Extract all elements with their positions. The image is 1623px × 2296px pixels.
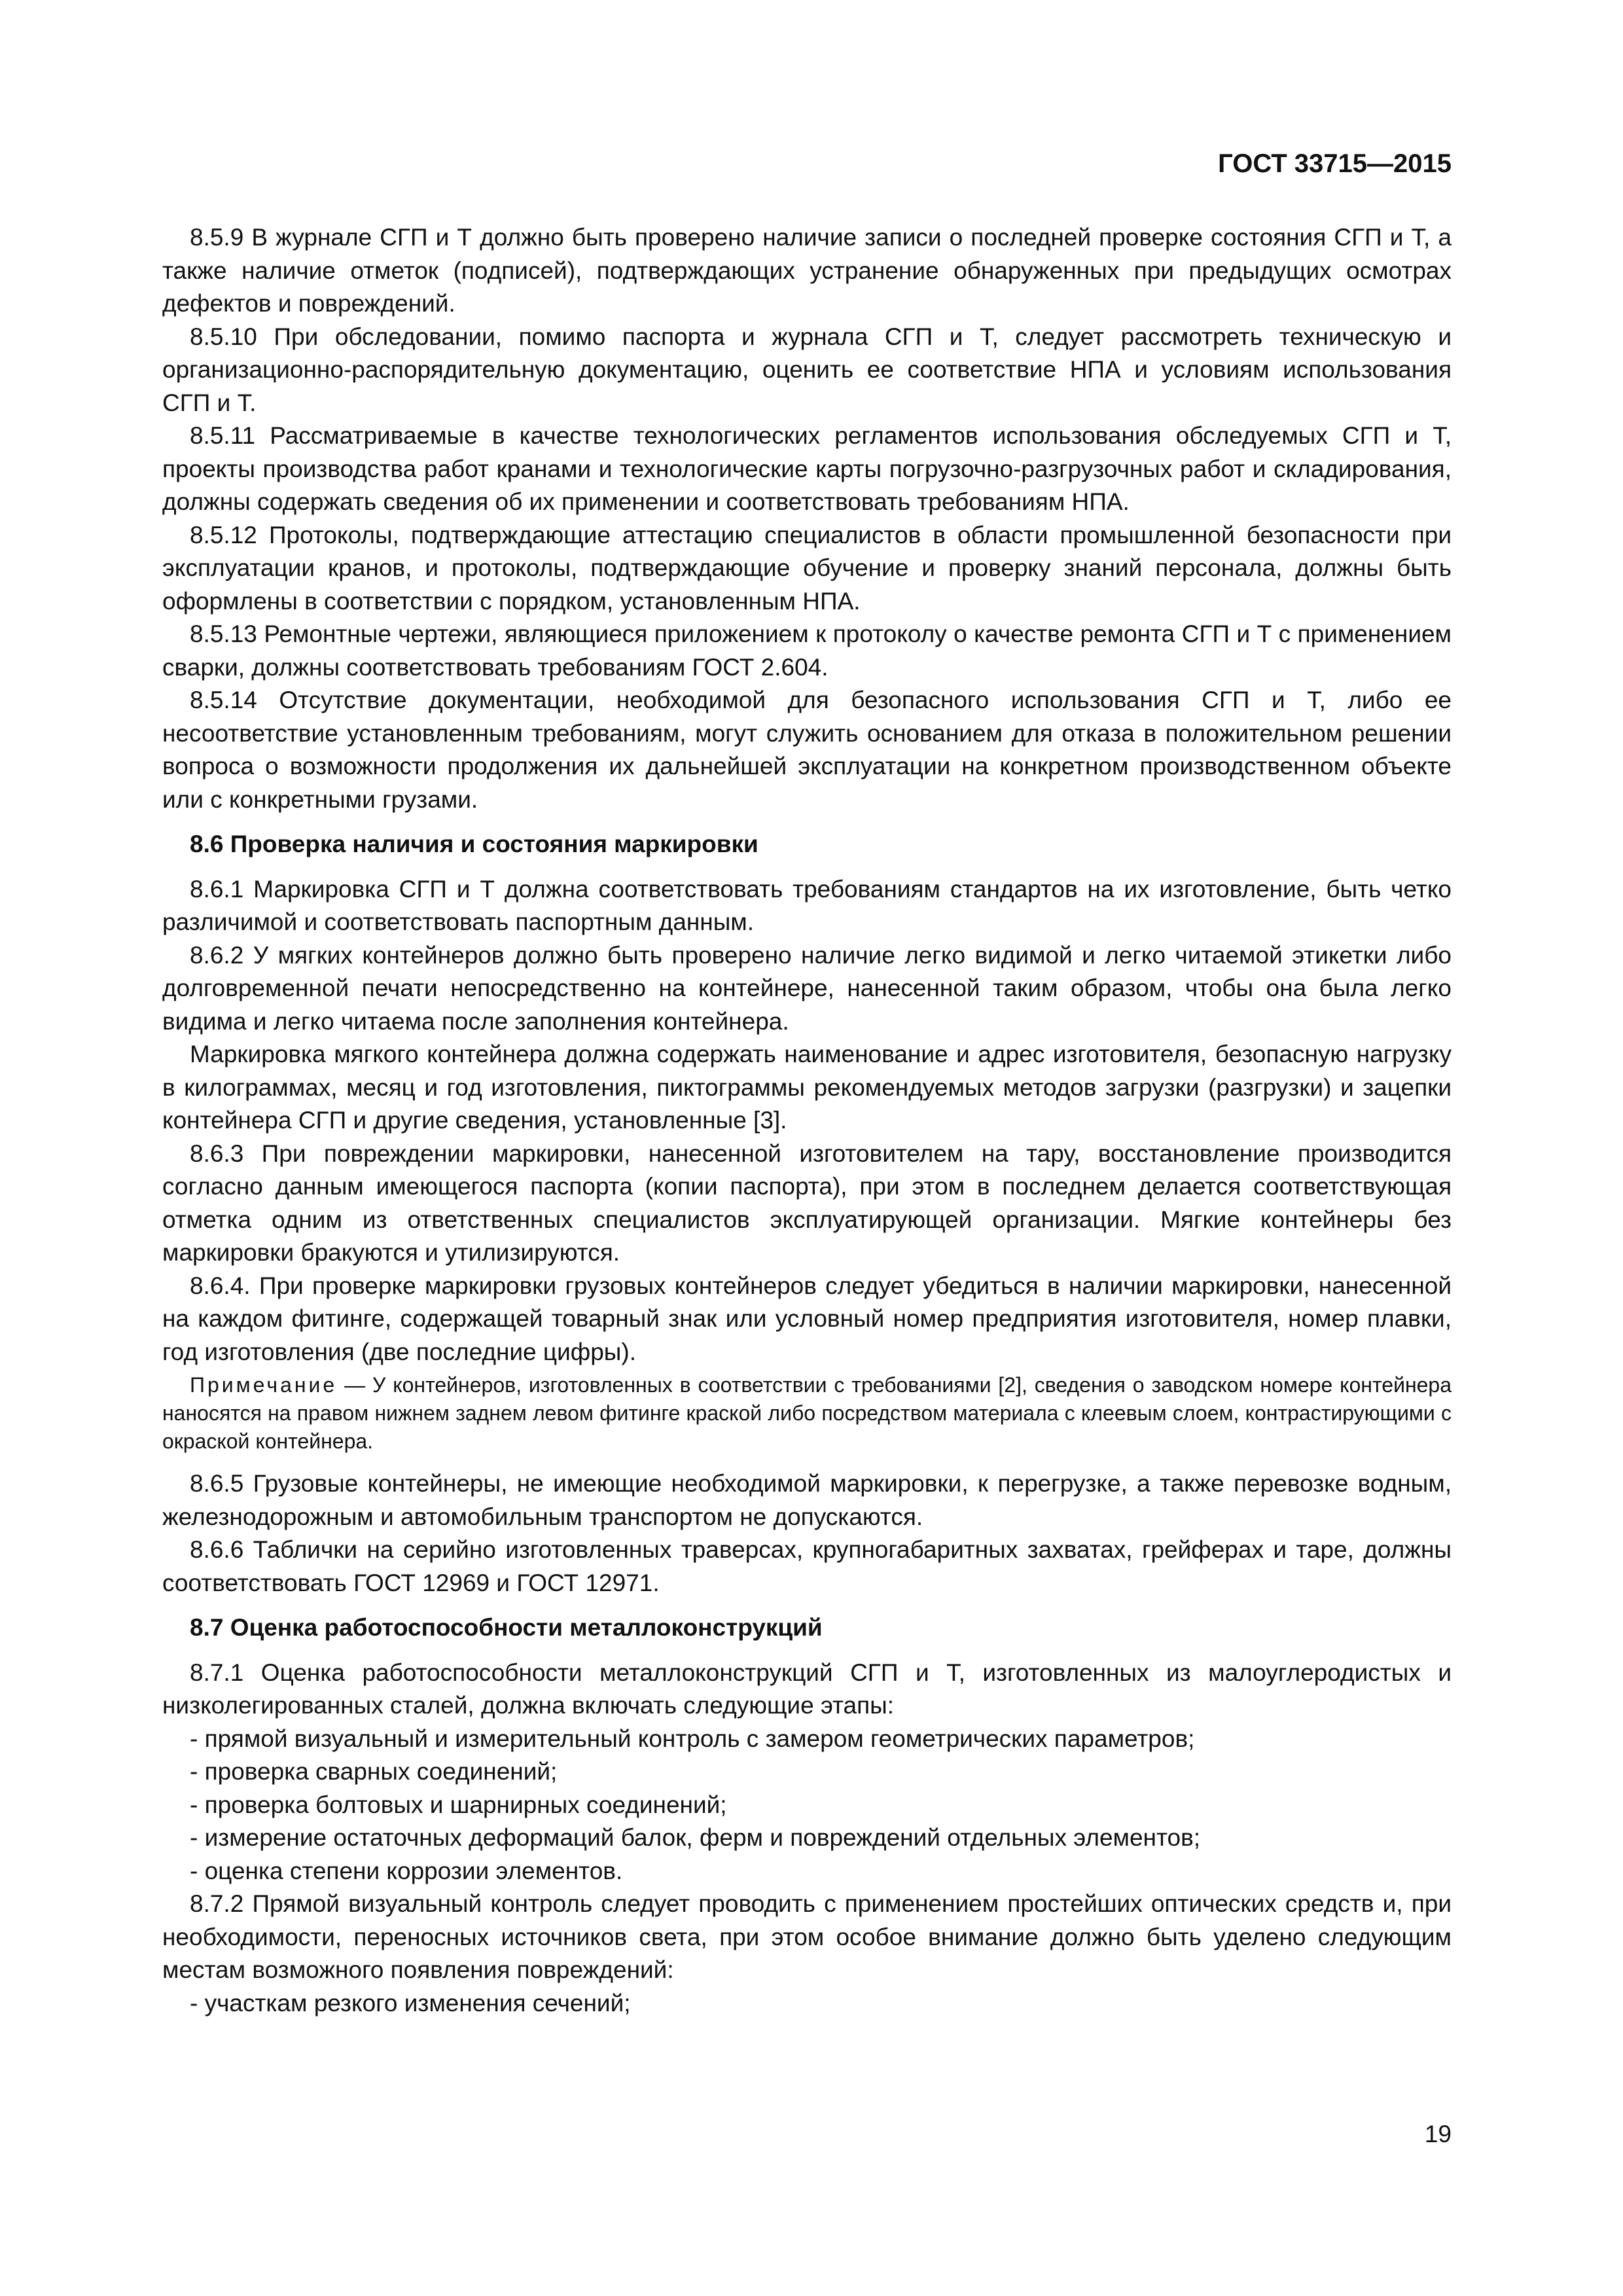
list-item: - проверка сварных соединений; — [190, 1758, 558, 1785]
page-number: 19 — [1424, 2121, 1452, 2147]
paragraph-8-6-5: 8.6.5 Грузовые контейнеры, не имеющие необходимой маркировки, к перегрузке, а также перевозке водным, железнодорожным и автомобильным транспортом не допускаются. — [162, 1470, 1452, 1530]
paragraph-8-6-6: 8.6.6 Таблички на серийно изготовленных траверсах, крупногабаритных захватах, грейферах и таре, должны соответствовать ГОСТ 12969 и ГОСТ 12971. — [162, 1536, 1452, 1596]
list-item: - участкам резкого изменения сечений; — [190, 1989, 631, 2017]
list-item: - прямой визуальный и измерительный контроль с замером геометрических параметров; — [190, 1725, 1195, 1752]
paragraph-8-6-1: 8.6.1 Маркировка СГП и Т должна соответствовать требованиям стандартов на их изготовление, быть четко различимой и соответствовать паспортным данным. — [162, 875, 1452, 935]
paragraph-8-7-2: 8.7.2 Прямой визуальный контроль следует проводить с применением простейших оптических средств и, при необходимости, переносных источников света, при этом особое внимание должно быть уделено следующим местам возможного появления повреждений: — [162, 1890, 1452, 1983]
paragraph-8-6-4: 8.6.4. При проверке маркировки грузовых контейнеров следует убедиться в наличии маркировки, нанесенной на каждом фитинге, содержащей товарный знак или условный номер предприятия изготовителя, номер плавки, год изготовления (две последние цифры). — [162, 1272, 1452, 1365]
note-label: Примечание — [190, 1373, 338, 1397]
section-heading-8-7: 8.7 Оценка работоспособности металлоконструкций — [190, 1614, 823, 1641]
document-body — [162, 221, 1452, 2020]
paragraph-8-6-2-marking: Маркировка мягкого контейнера должна содержать наименование и адрес изготовителя, безопасную нагрузку в килограммах, месяц и год изготовления, пиктограммы рекомендуемых методов загрузки (разгрузки) и зацепки контейнера СГП и другие сведения, установленные [3]. — [162, 1041, 1452, 1134]
paragraph-8-5-12: 8.5.12 Протоколы, подтверждающие аттестацию специалистов в области промышленной безопасности при эксплуатации кранов, и протоколы, подтверждающие обучение и проверку знаний персонала, должны быть оформлены в соответствии с порядком, установленным НПА. — [162, 521, 1452, 615]
note — [162, 1371, 1452, 1456]
document-header: ГОСТ 33715—2015 — [1218, 149, 1452, 178]
paragraph-8-5-14: 8.5.14 Отсутствие документации, необходимой для безопасного использования СГП и Т, либо ее несоответствие установленным требованиям, могут служить основанием для отказа в положительном решении вопроса о возможности продолжения их дальнейшей эксплуатации на конкретном производственном объекте или с конкретными грузами. — [162, 687, 1452, 813]
paragraph-8-5-10: 8.5.10 При обследовании, помимо паспорта и журнала СГП и Т, следует рассмотреть техническую и организационно-распорядительную документацию, оценить ее соответствие НПА и условиям использования СГП и Т. — [162, 323, 1452, 416]
paragraph-8-6-2: 8.6.2 У мягких контейнеров должно быть проверено наличие легко видимой и легко читаемой этикетки либо долговременной печати непосредственно на контейнере, нанесенной таким образом, чтобы она была легко видима и легко читаема после заполнения контейнера. — [162, 941, 1452, 1035]
list-item: - измерение остаточных деформаций балок, ферм и повреждений отдельных элементов; — [190, 1824, 1201, 1851]
paragraph-8-7-1: 8.7.1 Оценка работоспособности металлоконструкций СГП и Т, изготовленных из малоуглеродистых и низколегированных сталей, должна включать следующие этапы: — [162, 1659, 1452, 1719]
paragraph-8-5-11: 8.5.11 Рассматриваемые в качестве технологических регламентов использования обследуемых СГП и Т, проекты производства работ кранами и технологические карты погрузочно-разгрузочных работ и складирования, должны содержать сведения об их применении и соответствовать требованиям НПА. — [162, 422, 1452, 515]
paragraph-8-5-13: 8.5.13 Ремонтные чертежи, являющиеся приложением к протоколу о качестве ремонта СГП и Т с применением сварки, должны соответствовать требованиям ГОСТ 2.604. — [162, 620, 1452, 681]
stages-list — [162, 1723, 1452, 1888]
note-text: — У контейнеров, изготовленных в соответствии с требованиями [2], сведения о заводском номере контейнера наносятся на правом нижнем заднем левом фитинге краской либо посредством материала с клеевым слоем, контрастирующими с окраской контейнера. — [162, 1373, 1452, 1453]
paragraph-8-6-3: 8.6.3 При повреждении маркировки, нанесенной изготовителем на тару, восстановление производится согласно данным имеющегося паспорта (копии паспорта), при этом в последнем делается соответствующая отметка одним из ответственных специалистов эксплуатирующей организации. Мягкие контейнеры без маркировки бракуются и утилизируются. — [162, 1139, 1452, 1266]
list-item: - проверка болтовых и шарнирных соединений; — [190, 1791, 727, 1818]
list-item: - оценка степени коррозии элементов. — [190, 1857, 623, 1884]
section-heading-8-6: 8.6 Проверка наличия и состояния маркировки — [190, 831, 758, 857]
damage-places-list — [162, 1987, 1452, 2020]
paragraph-8-5-9: 8.5.9 В журнале СГП и Т должно быть проверено наличие записи о последней проверке состояния СГП и Т, а также наличие отметок (подписей), подтверждающих устранение обнаруженных при предыдущих осмотрах дефектов и повреждений. — [162, 224, 1452, 317]
